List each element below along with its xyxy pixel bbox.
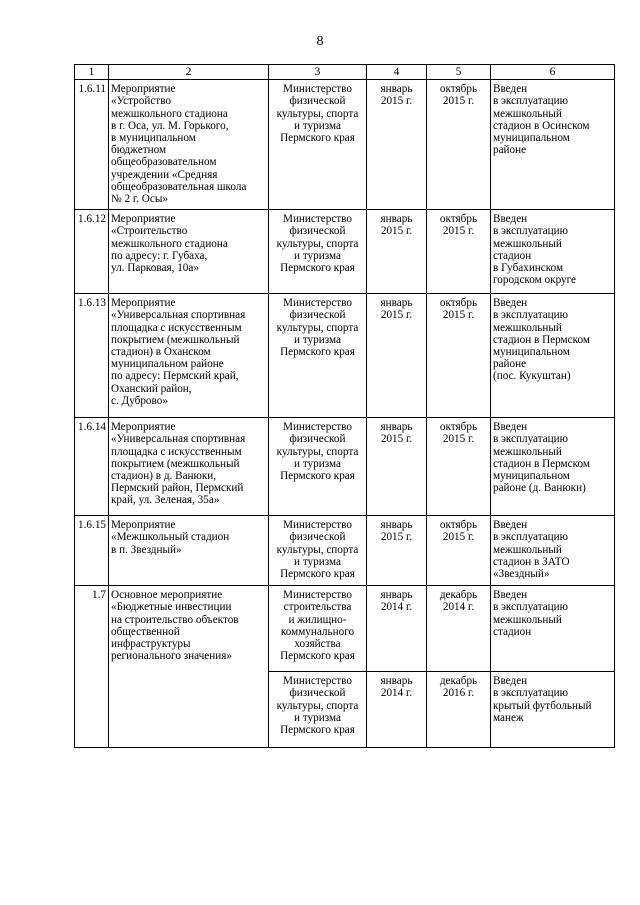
row-number: 1.6.12 [75,210,109,294]
result-cell-line: муниципальном [493,470,570,483]
end-date-cell-line: октябрь [439,213,478,226]
table-row [75,294,615,418]
measure-cell-line: «Устройство [111,95,171,108]
result-cell-line: районе (д. Ванюки) [493,482,586,495]
start-date-cell-line: 2014 г. [380,601,413,614]
measure-cell-line: стадион) в д. Ванюки, [111,470,217,483]
executor-cell-line: Пермского края [280,132,355,145]
result-cell-line: «Звездный» [493,568,550,581]
end-date-cell [427,418,491,516]
result-cell-line: в эксплуатацию [493,225,569,238]
result-cell [491,418,615,516]
end-date-cell [427,586,491,672]
result-cell-line: муниципальном [493,346,570,359]
executor-cell-line: физической [289,433,346,446]
executor-cell-line: и туризма [294,555,341,568]
result-cell-line: межшкольный [493,107,562,120]
measure-cell-line: «Межшкольный стадион [111,531,230,544]
start-date-cell-line: 2014 г. [380,687,413,700]
end-date-cell-line: 2015 г. [442,433,475,446]
executor-cell [269,210,367,294]
measure-cell-line: Пермский район, Пермский [111,482,244,495]
measure-cell [109,294,269,418]
column-header: 3 [269,65,367,80]
measure-cell [109,418,269,516]
result-cell-line: Введен [493,589,528,602]
executor-cell-line: Министерство [283,589,352,602]
start-date-cell [367,516,427,586]
table-row [75,586,615,672]
measure-cell-line: с. Дуброво» [111,394,168,407]
executor-cell-line: и туризма [294,711,341,724]
executor-cell-line: культуры, спорта [276,543,359,556]
executor-cell-line: культуры, спорта [276,699,359,712]
end-date-cell [427,516,491,586]
end-date-cell [427,80,491,210]
executor-cell-line: Пермского края [280,346,355,359]
result-cell-line: городском округе [493,274,577,287]
executor-cell-line: культуры, спорта [276,445,359,458]
start-date-cell-line: 2015 г. [380,95,413,108]
result-cell-line: манеж [493,711,524,724]
executor-cell-line: Пермского края [280,262,355,275]
table-row [75,80,615,210]
executor-cell-line: Министерство [283,421,352,434]
executor-cell-line: Министерство [283,519,352,532]
row-number: 1.7 [75,586,109,748]
executor-cell [269,294,367,418]
measure-cell-line: по адресу: г. Губаха, [111,249,208,262]
executor-cell-line: Министерство [283,297,352,310]
row-number: 1.6.11 [75,80,109,210]
end-date-cell-line: октябрь [439,519,478,532]
measure-cell-line: общеобразовательном [111,156,217,169]
executor-cell-line: строительства [283,601,352,614]
measure-cell-line: «Строительство [111,225,188,238]
result-cell-line: в эксплуатацию [493,531,569,544]
measure-cell-line: в г. Оса, ул. М. Горького, [111,119,229,132]
executor-cell [269,672,367,748]
result-cell-line: в Губахинском [493,262,564,275]
result-cell-line: муниципальном [493,132,570,145]
executor-cell-line: Министерство [283,83,352,96]
column-header: 5 [427,65,491,80]
end-date-cell-line: декабрь [439,675,478,688]
executor-cell-line: физической [289,95,346,108]
result-cell [491,586,615,672]
start-date-cell-line: 2015 г. [380,433,413,446]
end-date-cell [427,672,491,748]
result-cell-line: (пос. Кукуштан) [493,370,571,383]
measure-cell-line: Мероприятие [111,213,176,226]
measure-cell-line: Основное мероприятие [111,589,223,602]
executor-cell-line: Министерство [283,675,352,688]
measure-cell-line: по адресу: Пермский край, [111,370,239,383]
measure-cell-line: край, ул. Зеленая, 35а» [111,494,220,507]
result-cell-line: Введен [493,421,528,434]
result-cell-line: стадион в Осинском [493,119,590,132]
result-cell-line: Введен [493,519,528,532]
result-cell-line: в эксплуатацию [493,687,569,700]
result-cell-line: крытый футбольный [493,699,592,712]
start-date-cell-line: 2015 г. [380,309,413,322]
measure-cell-line: муниципальном районе [111,358,224,371]
start-date-cell [367,586,427,672]
measure-cell-line: Мероприятие [111,421,176,434]
measure-cell-line: инфраструктуры [111,638,191,651]
measure-cell-line: «Универсальная спортивная [111,309,246,322]
measure-cell-line: общественной [111,625,180,638]
executor-cell-line: физической [289,687,346,700]
result-cell-line: Введен [493,83,528,96]
end-date-cell-line: октябрь [439,297,478,310]
executor-cell-line: Пермского края [280,568,355,581]
column-header: 4 [367,65,427,80]
executor-cell-line: Пермского края [280,650,355,663]
start-date-cell-line: январь [380,421,413,434]
executor-cell-line: Министерство [283,213,352,226]
result-cell-line: районе [493,358,527,371]
executor-cell-line: и туризма [294,119,341,132]
measure-cell-line: общеобразовательная школа [111,180,247,193]
measure-cell-line: учреждении «Средняя [111,168,218,181]
end-date-cell-line: октябрь [439,421,478,434]
result-cell-line: Введен [493,297,528,310]
start-date-cell-line: январь [380,675,413,688]
result-cell-line: межшкольный [493,613,562,626]
measure-cell-line: Мероприятие [111,297,176,310]
start-date-cell-line: 2015 г. [380,531,413,544]
measure-cell-line: в муниципальном [111,132,196,145]
program-measures-table [74,64,615,748]
start-date-cell [367,672,427,748]
measure-cell-line: в п. Звездный» [111,543,182,556]
table-row [75,418,615,516]
column-header: 1 [75,65,109,80]
result-cell [491,80,615,210]
result-cell [491,210,615,294]
table-header-row [75,65,615,80]
executor-cell-line: физической [289,531,346,544]
table-row [75,210,615,294]
result-cell-line: стадион [493,625,532,638]
result-cell [491,516,615,586]
result-cell-line: в эксплуатацию [493,95,569,108]
executor-cell-line: и туризма [294,457,341,470]
measure-cell-line: межшкольного стадиона [111,107,228,120]
result-cell-line: в эксплуатацию [493,433,569,446]
executor-cell-line: коммунального [280,625,355,638]
end-date-cell-line: 2015 г. [442,531,475,544]
measure-cell-line: Мероприятие [111,83,176,96]
measure-cell-line: № 2 г. Осы» [111,193,168,206]
measure-cell-line: межшкольного стадиона [111,237,228,250]
executor-cell-line: хозяйства [294,638,341,651]
start-date-cell [367,418,427,516]
result-cell-line: стадион [493,249,532,262]
measure-cell-line: площадка с искусственным [111,445,242,458]
result-cell-line: Введен [493,213,528,226]
measure-cell-line: «Универсальная спортивная [111,433,246,446]
executor-cell [269,80,367,210]
end-date-cell-line: 2016 г. [442,687,475,700]
measure-cell-line: Оханский район, [111,382,192,395]
executor-cell-line: культуры, спорта [276,321,359,334]
result-cell-line: межшкольный [493,321,562,334]
measure-cell-line: «Бюджетные инвестиции [111,601,232,614]
executor-cell-line: и туризма [294,249,341,262]
row-number: 1.6.13 [75,294,109,418]
result-cell-line: в эксплуатацию [493,309,569,322]
executor-cell-line: Пермского края [280,470,355,483]
result-cell-line: Введен [493,675,528,688]
end-date-cell-line: 2015 г. [442,309,475,322]
page-number: 8 [316,34,324,49]
end-date-cell-line: октябрь [439,83,478,96]
start-date-cell [367,80,427,210]
result-cell-line: в эксплуатацию [493,601,569,614]
measure-cell [109,516,269,586]
result-cell-line: межшкольный [493,445,562,458]
measure-cell [109,80,269,210]
measure-cell-line: ул. Парковая, 10а» [111,262,199,275]
executor-cell-line: и туризма [294,333,341,346]
executor-cell-line: Пермского края [280,724,355,737]
measure-cell-line: на строительство объектов [111,613,239,626]
result-cell-line: межшкольный [493,543,562,556]
end-date-cell-line: 2015 г. [442,95,475,108]
table-row [75,516,615,586]
column-header: 2 [109,65,269,80]
executor-cell-line: культуры, спорта [276,107,359,120]
executor-cell [269,586,367,672]
start-date-cell-line: январь [380,213,413,226]
executor-cell-line: культуры, спорта [276,237,359,250]
start-date-cell-line: январь [380,589,413,602]
start-date-cell-line: январь [380,519,413,532]
measure-cell-line: регионального значения» [111,650,232,663]
row-number: 1.6.14 [75,418,109,516]
measure-cell [109,586,269,748]
end-date-cell-line: 2014 г. [442,601,475,614]
measure-cell-line: площадка с искусственным [111,321,242,334]
start-date-cell [367,210,427,294]
start-date-cell-line: 2015 г. [380,225,413,238]
executor-cell-line: физической [289,309,346,322]
column-header: 6 [491,65,615,80]
start-date-cell-line: январь [380,297,413,310]
row-number: 1.6.15 [75,516,109,586]
executor-cell-line: и жилищно- [288,613,347,626]
measure-cell-line: покрытием (межшкольный [111,457,240,470]
measure-cell-line: Мероприятие [111,519,176,532]
executor-cell [269,516,367,586]
measure-cell [109,210,269,294]
measure-cell-line: покрытием (межшкольный [111,333,240,346]
end-date-cell-line: декабрь [439,589,478,602]
result-cell-line: стадион в Пермском [493,333,590,346]
executor-cell-line: физической [289,225,346,238]
start-date-cell-line: январь [380,83,413,96]
result-cell-line: стадион в ЗАТО [493,555,570,568]
result-cell [491,294,615,418]
result-cell-line: стадион в Пермском [493,457,590,470]
end-date-cell [427,294,491,418]
end-date-cell-line: 2015 г. [442,225,475,238]
measure-cell-line: стадион) в Оханском [111,346,211,359]
executor-cell [269,418,367,516]
end-date-cell [427,210,491,294]
measure-cell-line: бюджетном [111,144,167,157]
start-date-cell [367,294,427,418]
result-cell [491,672,615,748]
result-cell-line: межшкольный [493,237,562,250]
result-cell-line: районе [493,144,527,157]
